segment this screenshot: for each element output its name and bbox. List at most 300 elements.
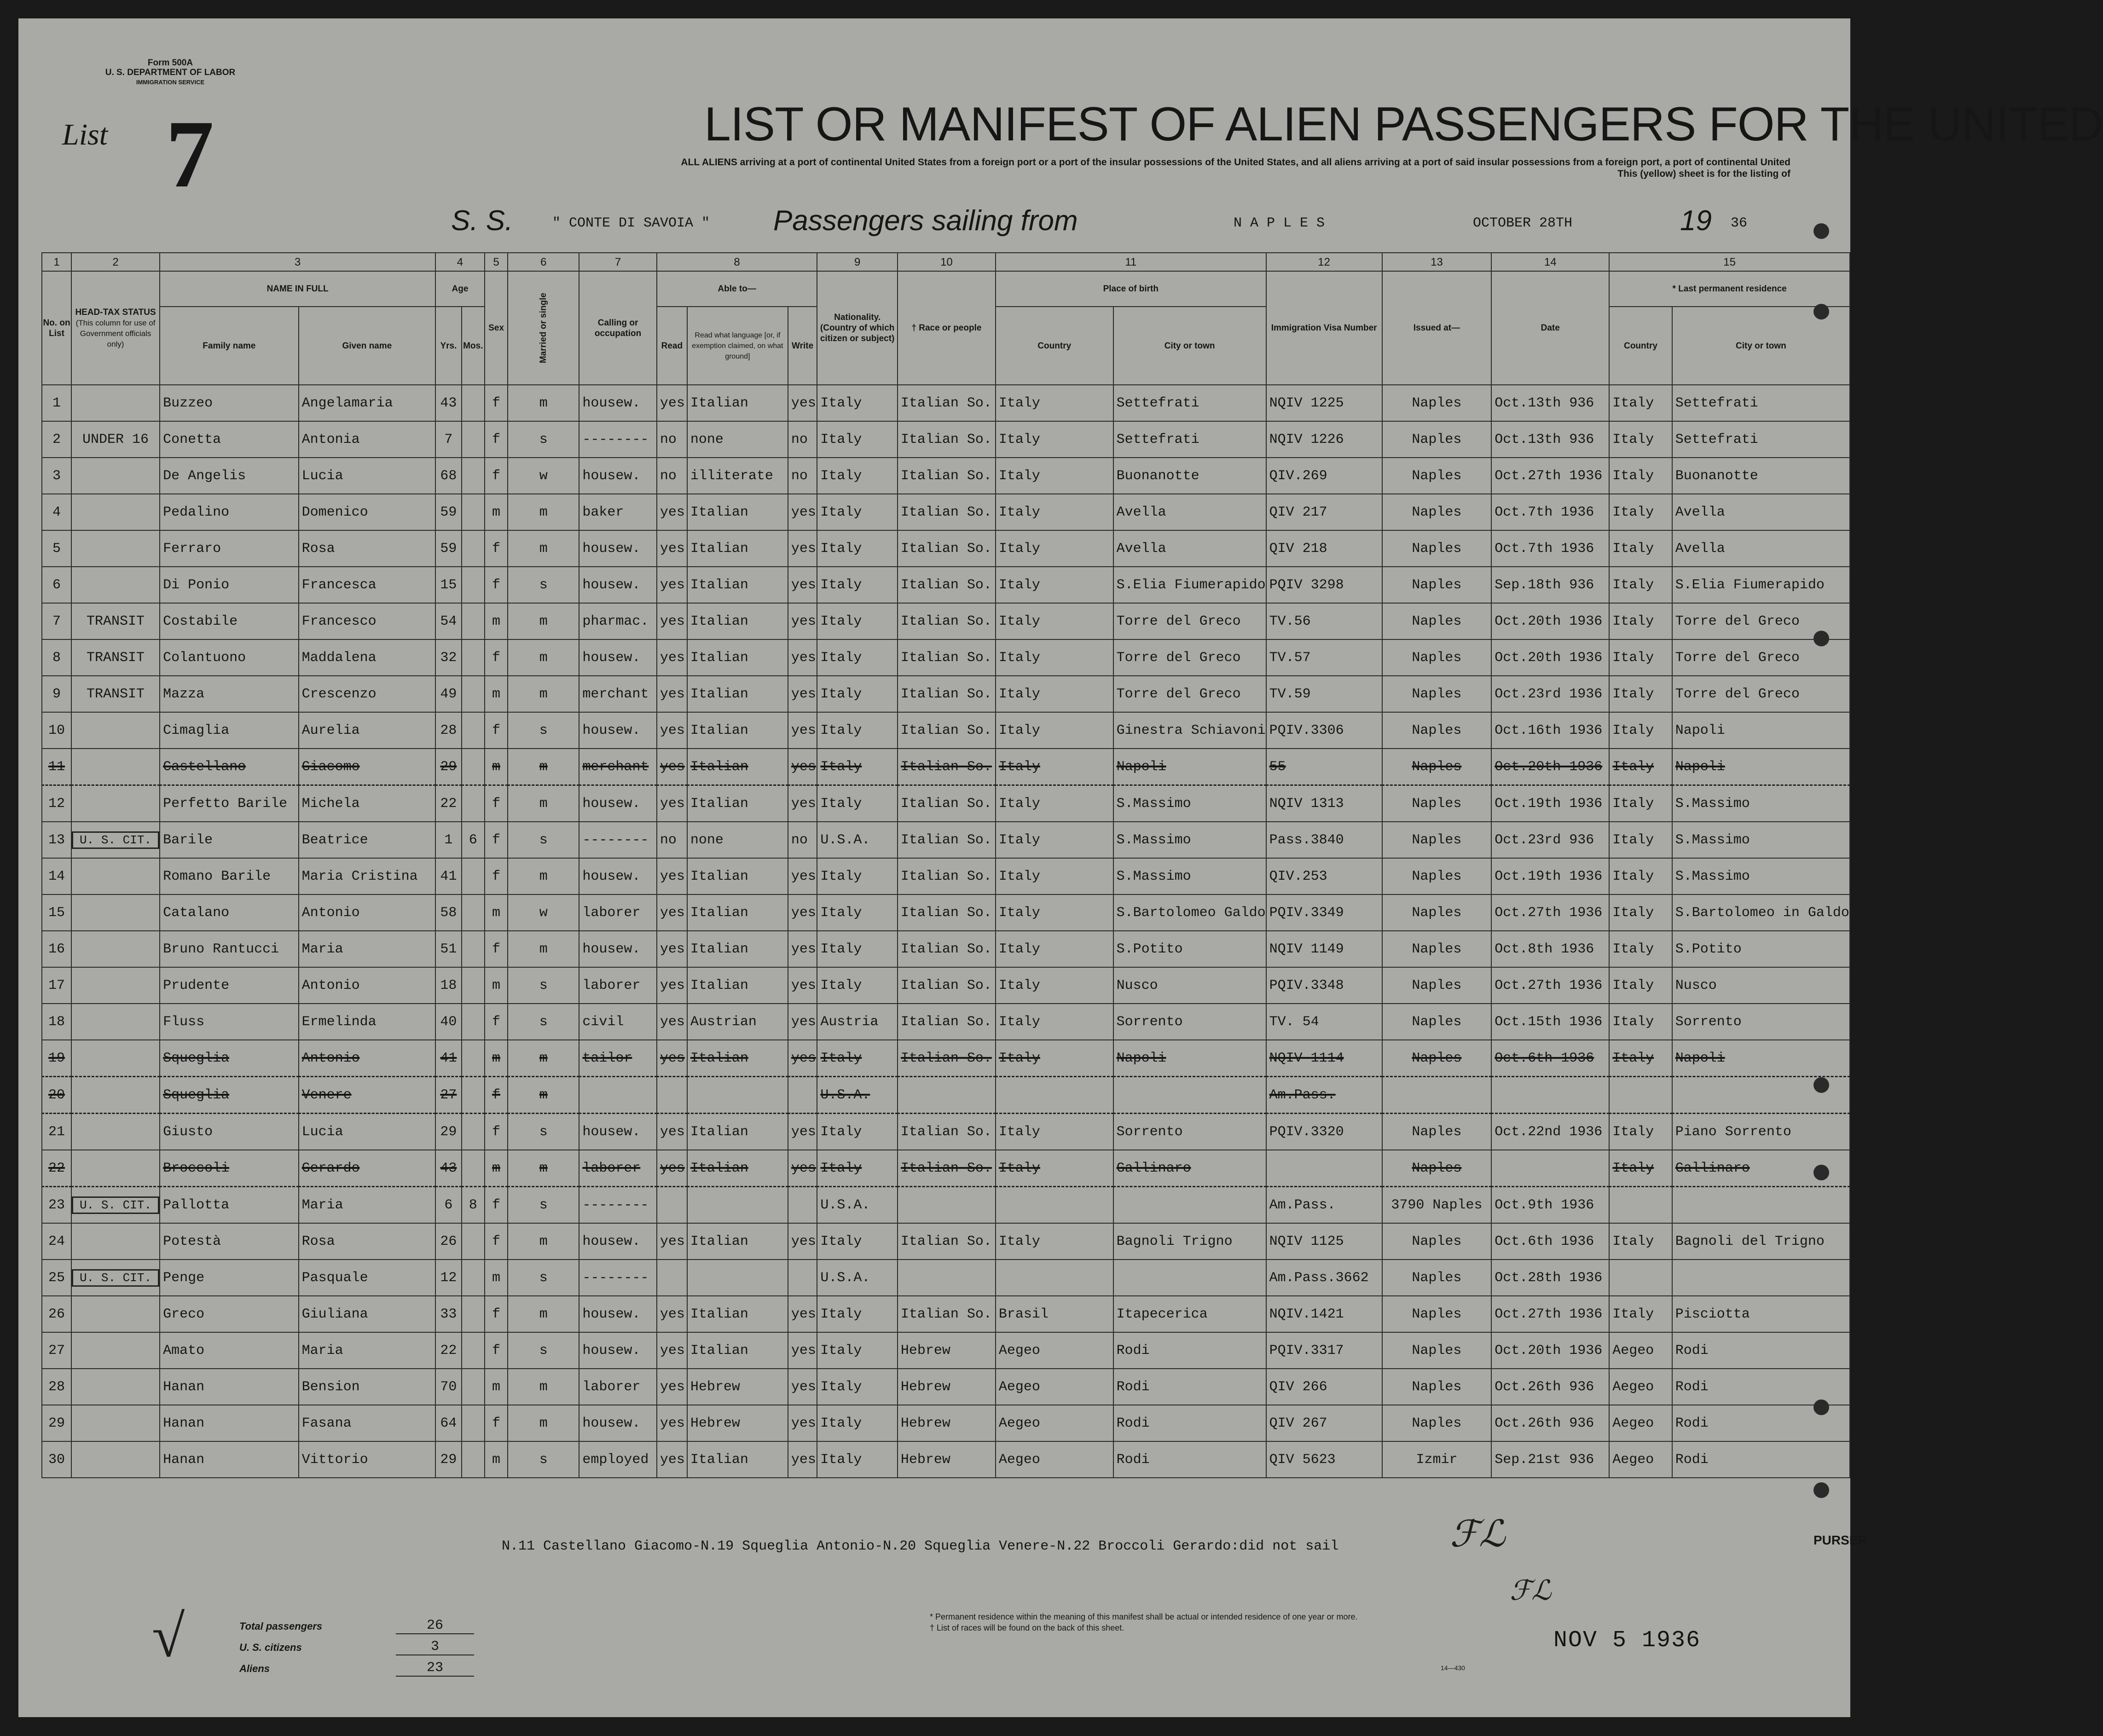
row-number: 14: [42, 858, 71, 894]
birth-country: Aegeo: [996, 1332, 1113, 1369]
nationality: Italy: [817, 785, 898, 822]
visa-date: Oct.6th 1936: [1491, 1223, 1609, 1260]
given-name: Michela: [299, 785, 436, 822]
nationality: Italy: [817, 1040, 898, 1077]
residence-city: S.Massimo: [1672, 785, 1850, 822]
given-name: Maria: [299, 1187, 436, 1224]
birth-country: Italy: [996, 1004, 1113, 1040]
birth-city: Torre del Greco: [1113, 603, 1266, 639]
sex: m: [485, 749, 508, 785]
table-row: [42, 1296, 1850, 1332]
residence-city: Napoli: [1672, 749, 1850, 785]
given-name: Crescenzo: [299, 676, 436, 712]
visa-date: Oct.8th 1936: [1491, 931, 1609, 967]
header-date: Date: [1491, 271, 1609, 385]
age-months: [462, 1441, 485, 1478]
can-write: yes: [788, 858, 817, 894]
visa-date: Oct.28th 1936: [1491, 1260, 1609, 1296]
visa-number: TV.57: [1266, 639, 1382, 676]
age-months: [462, 858, 485, 894]
occupation: housew.: [579, 858, 657, 894]
nationality: Italy: [817, 1369, 898, 1405]
residence-city: Settefrati: [1672, 421, 1850, 458]
visa-number: 55: [1266, 749, 1382, 785]
age-years: 26: [435, 1223, 462, 1260]
row-number: 11: [42, 749, 71, 785]
can-read: [657, 1187, 687, 1224]
row-number: 30: [42, 1441, 71, 1478]
header-name-in-full: NAME IN FULL: [160, 271, 435, 307]
residence-city: Napoli: [1672, 712, 1850, 749]
read-language: Italian: [687, 603, 788, 639]
manifest-sheet: [18, 18, 2103, 1717]
can-write: yes: [788, 931, 817, 967]
family-name: Pallotta: [160, 1187, 299, 1224]
table-row: [42, 1332, 1850, 1369]
header-yrs: Yrs.: [435, 307, 462, 385]
can-write: yes: [788, 1296, 817, 1332]
can-read: yes: [657, 1150, 687, 1187]
marital-status: s: [508, 712, 579, 749]
read-language: Italian: [687, 639, 788, 676]
birth-country: [996, 1187, 1113, 1224]
read-language: Italian: [687, 931, 788, 967]
birth-country: Italy: [996, 458, 1113, 494]
occupation: housew.: [579, 385, 657, 421]
nationality: Italy: [817, 1114, 898, 1150]
occupation: housew.: [579, 1332, 657, 1369]
footnote-races: † List of races will be found on the back of this sheet.: [930, 1623, 1124, 1632]
passenger-rows: [42, 385, 1850, 1478]
visa-number: NQIV 1226: [1266, 421, 1382, 458]
visa-date: Oct.23rd 936: [1491, 822, 1609, 858]
age-months: [462, 1150, 485, 1187]
visa-date: Oct.13th 936: [1491, 385, 1609, 421]
read-language: Italian: [687, 676, 788, 712]
birth-country: Italy: [996, 785, 1113, 822]
row-number: 9: [42, 676, 71, 712]
given-name: Fasana: [299, 1405, 436, 1441]
sex: m: [485, 1369, 508, 1405]
header-age: Age: [435, 271, 485, 307]
birth-country: Italy: [996, 494, 1113, 530]
marital-status: s: [508, 967, 579, 1004]
passengers-label: Passengers sailing from: [773, 205, 1078, 237]
row-number: 10: [42, 712, 71, 749]
header-visa: Immigration Visa Number: [1266, 271, 1382, 385]
nationality: Italy: [817, 530, 898, 567]
us-citizens-label: U. S. citizens: [239, 1642, 302, 1653]
residence-city: S.Massimo: [1672, 858, 1850, 894]
table-row: [42, 967, 1850, 1004]
residence-city: Torre del Greco: [1672, 603, 1850, 639]
issued-at: Naples: [1382, 894, 1492, 931]
birth-city: [1113, 1077, 1266, 1114]
given-name: Gerardo: [299, 1150, 436, 1187]
residence-city: Avella: [1672, 530, 1850, 567]
marital-status: m: [508, 785, 579, 822]
birth-city: Buonanotte: [1113, 458, 1266, 494]
us-citizen-badge: U. S. CIT.: [72, 831, 159, 849]
port-of-departure: N A P L E S: [1234, 215, 1325, 231]
can-write: yes: [788, 385, 817, 421]
column-number: 13: [1382, 253, 1492, 271]
can-write: yes: [788, 639, 817, 676]
can-write: [788, 1077, 817, 1114]
race: Italian So.: [898, 1296, 996, 1332]
occupation: laborer: [579, 1369, 657, 1405]
age-years: 29: [435, 749, 462, 785]
header-calling: Calling or occupation: [579, 271, 657, 385]
visa-number: QIV 266: [1266, 1369, 1382, 1405]
family-name: Hanan: [160, 1369, 299, 1405]
given-name: Antonia: [299, 421, 436, 458]
nationality: Italy: [817, 385, 898, 421]
visa-number: Am.Pass.3662: [1266, 1260, 1382, 1296]
residence-city: S.Potito: [1672, 931, 1850, 967]
birth-country: [996, 1260, 1113, 1296]
age-years: 43: [435, 385, 462, 421]
head-tax-status: [71, 1150, 160, 1187]
read-language: Hebrew: [687, 1405, 788, 1441]
inspector-signature: ℱℒ: [1510, 1575, 1552, 1606]
can-write: yes: [788, 967, 817, 1004]
can-write: yes: [788, 749, 817, 785]
row-number: 6: [42, 567, 71, 603]
race: Italian So.: [898, 421, 996, 458]
visa-number: Am.Pass.: [1266, 1077, 1382, 1114]
birth-country: Italy: [996, 749, 1113, 785]
occupation: housew.: [579, 785, 657, 822]
sex: f: [485, 458, 508, 494]
nationality: U.S.A.: [817, 1187, 898, 1224]
given-name: Venere: [299, 1077, 436, 1114]
residence-city: Sorrento: [1672, 1004, 1850, 1040]
visa-number: QIV 5623: [1266, 1441, 1382, 1478]
marital-status: w: [508, 458, 579, 494]
age-months: [462, 894, 485, 931]
issued-at: Naples: [1382, 1004, 1492, 1040]
age-months: [462, 1296, 485, 1332]
issued-at: Naples: [1382, 494, 1492, 530]
can-read: yes: [657, 385, 687, 421]
can-read: yes: [657, 858, 687, 894]
birth-city: S.Massimo: [1113, 822, 1266, 858]
subtitle: [322, 157, 1790, 180]
read-language: Italian: [687, 749, 788, 785]
purser-signature: ℱℒ: [1450, 1514, 1506, 1555]
service: IMMIGRATION SERVICE: [136, 79, 205, 86]
can-write: no: [788, 822, 817, 858]
residence-city: S.Bartolomeo in Galdo: [1672, 894, 1850, 931]
head-tax-status: [71, 567, 160, 603]
age-years: 1: [435, 822, 462, 858]
head-tax-status: TRANSIT: [71, 676, 160, 712]
race: Italian So.: [898, 822, 996, 858]
birth-city: Avella: [1113, 494, 1266, 530]
nationality: Italy: [817, 1405, 898, 1441]
age-years: 6: [435, 1187, 462, 1224]
row-number: 29: [42, 1405, 71, 1441]
age-years: 29: [435, 1441, 462, 1478]
column-number: 15: [1609, 253, 1850, 271]
visa-date: Oct.7th 1936: [1491, 494, 1609, 530]
head-tax-status: [71, 858, 160, 894]
given-name: Maria: [299, 1332, 436, 1369]
given-name: Giacomo: [299, 749, 436, 785]
column-number: 7: [579, 253, 657, 271]
age-months: [462, 1004, 485, 1040]
birth-city: Gallinaro: [1113, 1150, 1266, 1187]
birth-city: Nusco: [1113, 967, 1266, 1004]
head-tax-status: [71, 458, 160, 494]
birth-country: Aegeo: [996, 1369, 1113, 1405]
age-months: [462, 967, 485, 1004]
family-name: Cimaglia: [160, 712, 299, 749]
read-language: Italian: [687, 1040, 788, 1077]
row-number: 18: [42, 1004, 71, 1040]
issued-at: Naples: [1382, 639, 1492, 676]
birth-city: Rodi: [1113, 1405, 1266, 1441]
header-family-name: Family name: [160, 307, 299, 385]
age-years: 54: [435, 603, 462, 639]
column-number: 6: [508, 253, 579, 271]
sailing-date: OCTOBER 28TH: [1473, 215, 1573, 231]
nationality: U.S.A.: [817, 822, 898, 858]
table-row: [42, 749, 1850, 785]
row-number: 2: [42, 421, 71, 458]
marital-status: m: [508, 676, 579, 712]
occupation: housew.: [579, 712, 657, 749]
header-birth-country: Country: [996, 307, 1113, 385]
given-name: Antonio: [299, 1040, 436, 1077]
occupation: employed: [579, 1441, 657, 1478]
table-row: [42, 603, 1850, 639]
read-language: Italian: [687, 1114, 788, 1150]
nationality: Italy: [817, 931, 898, 967]
occupation: laborer: [579, 967, 657, 1004]
sex: f: [485, 785, 508, 822]
table-row: [42, 494, 1850, 530]
header-res-city: City or town: [1672, 307, 1850, 385]
family-name: Catalano: [160, 894, 299, 931]
table-row: [42, 1040, 1850, 1077]
visa-date: [1491, 1150, 1609, 1187]
residence-country: Italy: [1609, 785, 1672, 822]
race: [898, 1187, 996, 1224]
visa-date: Oct.27th 1936: [1491, 894, 1609, 931]
can-write: yes: [788, 494, 817, 530]
occupation: merchant: [579, 749, 657, 785]
age-months: [462, 458, 485, 494]
visa-date: Oct.15th 1936: [1491, 1004, 1609, 1040]
year-suffix: 36: [1731, 215, 1748, 231]
birth-city: Itapecerica: [1113, 1296, 1266, 1332]
can-write: [788, 1260, 817, 1296]
head-tax-status: [71, 530, 160, 567]
residence-country: Italy: [1609, 458, 1672, 494]
table-row: [42, 894, 1850, 931]
birth-country: Italy: [996, 603, 1113, 639]
family-name: Squeglia: [160, 1077, 299, 1114]
head-tax-status: [71, 1040, 160, 1077]
can-read: yes: [657, 1040, 687, 1077]
birth-country: Italy: [996, 421, 1113, 458]
age-months: [462, 785, 485, 822]
header-no-on-list: No. on List: [42, 271, 71, 385]
header-given-name: Given name: [299, 307, 436, 385]
age-months: [462, 1223, 485, 1260]
occupation: civil: [579, 1004, 657, 1040]
can-write: yes: [788, 676, 817, 712]
can-read: yes: [657, 1405, 687, 1441]
given-name: Maddalena: [299, 639, 436, 676]
head-tax-status: [71, 931, 160, 967]
residence-country: [1609, 1260, 1672, 1296]
nationality: U.S.A.: [817, 1077, 898, 1114]
header-sex: Sex: [485, 271, 508, 385]
visa-date: Oct.13th 936: [1491, 421, 1609, 458]
visa-date: Oct.7th 1936: [1491, 530, 1609, 567]
visa-number: [1266, 1150, 1382, 1187]
header-head-tax: HEAD-TAX STATUS (This column for use of Government officials only): [71, 271, 160, 385]
age-months: [462, 385, 485, 421]
birth-city: Torre del Greco: [1113, 676, 1266, 712]
given-name: Maria Cristina: [299, 858, 436, 894]
marital-status: m: [508, 1223, 579, 1260]
visa-date: Oct.27th 1936: [1491, 1296, 1609, 1332]
aliens-label: Aliens: [239, 1663, 270, 1674]
given-name: Antonio: [299, 894, 436, 931]
race: Italian So.: [898, 749, 996, 785]
given-name: Domenico: [299, 494, 436, 530]
issued-at: 3790 Naples: [1382, 1187, 1492, 1224]
occupation: housew.: [579, 567, 657, 603]
head-tax-status: [71, 385, 160, 421]
header-able-to: Able to—: [657, 271, 817, 307]
row-number: 17: [42, 967, 71, 1004]
visa-number: PQIV.3320: [1266, 1114, 1382, 1150]
age-years: 41: [435, 858, 462, 894]
sex: m: [485, 676, 508, 712]
read-language: Italian: [687, 494, 788, 530]
form-header: [69, 58, 272, 87]
sex: f: [485, 822, 508, 858]
nationality: Italy: [817, 1441, 898, 1478]
row-number: 5: [42, 530, 71, 567]
residence-country: Aegeo: [1609, 1369, 1672, 1405]
head-tax-status: TRANSIT: [71, 639, 160, 676]
visa-number: QIV.269: [1266, 458, 1382, 494]
age-months: [462, 931, 485, 967]
column-number: 12: [1266, 253, 1382, 271]
age-months: [462, 1260, 485, 1296]
occupation: housew.: [579, 1296, 657, 1332]
birth-country: Italy: [996, 1223, 1113, 1260]
age-months: [462, 421, 485, 458]
us-citizen-badge: U. S. CIT.: [72, 1269, 159, 1287]
date-stamp: NOV 5 1936: [1553, 1627, 1701, 1654]
marital-status: m: [508, 603, 579, 639]
us-citizen-badge: U. S. CIT.: [72, 1196, 159, 1214]
head-tax-status: [71, 967, 160, 1004]
issued-at: Naples: [1382, 1150, 1492, 1187]
visa-date: Oct.27th 1936: [1491, 458, 1609, 494]
age-years: 12: [435, 1260, 462, 1296]
residence-country: Italy: [1609, 567, 1672, 603]
table-row: [42, 1260, 1850, 1296]
visa-number: QIV 217: [1266, 494, 1382, 530]
head-tax-status: UNDER 16: [71, 421, 160, 458]
age-years: 33: [435, 1296, 462, 1332]
birth-country: Italy: [996, 931, 1113, 967]
read-language: Italian: [687, 858, 788, 894]
race: Italian So.: [898, 1223, 996, 1260]
visa-number: TV.59: [1266, 676, 1382, 712]
age-years: 22: [435, 1332, 462, 1369]
list-number: 7: [166, 101, 214, 208]
sex: f: [485, 1187, 508, 1224]
subtitle-line-1: ALL ALIENS arriving at a port of continental United States from a foreign port or a port of the insular possessions of the United States, and all aliens arriving at a port of said insular possessions from a foreign port, a port of continental United: [681, 157, 1790, 168]
visa-date: Oct.26th 936: [1491, 1369, 1609, 1405]
visa-number: NQIV.1421: [1266, 1296, 1382, 1332]
read-language: Italian: [687, 1296, 788, 1332]
given-name: Rosa: [299, 530, 436, 567]
can-read: yes: [657, 567, 687, 603]
birth-country: Italy: [996, 1040, 1113, 1077]
occupation: --------: [579, 822, 657, 858]
birth-city: Napoli: [1113, 749, 1266, 785]
header-write: Write: [788, 307, 817, 385]
can-read: yes: [657, 676, 687, 712]
marital-status: m: [508, 1150, 579, 1187]
sex: m: [485, 494, 508, 530]
occupation: --------: [579, 1187, 657, 1224]
race: Italian So.: [898, 385, 996, 421]
head-tax-status: [71, 1260, 160, 1296]
header-read-language: Read what language [or, if exemption claimed, on what ground]: [687, 307, 788, 385]
issued-at: Naples: [1382, 822, 1492, 858]
nationality: Austria: [817, 1004, 898, 1040]
given-name: Aurelia: [299, 712, 436, 749]
sex: m: [485, 967, 508, 1004]
total-passengers-label: Total passengers: [239, 1620, 323, 1632]
column-number: 8: [657, 253, 817, 271]
read-language: Italian: [687, 894, 788, 931]
head-tax-status: [71, 1405, 160, 1441]
marital-status: m: [508, 749, 579, 785]
family-name: Bruno Rantucci: [160, 931, 299, 967]
can-read: no: [657, 458, 687, 494]
visa-number: Pass.3840: [1266, 822, 1382, 858]
read-language: [687, 1260, 788, 1296]
family-name: Costabile: [160, 603, 299, 639]
issued-at: [1382, 1077, 1492, 1114]
head-tax-status: [71, 785, 160, 822]
read-language: Italian: [687, 967, 788, 1004]
issued-at: Naples: [1382, 530, 1492, 567]
residence-country: Italy: [1609, 1004, 1672, 1040]
can-read: yes: [657, 1369, 687, 1405]
age-months: [462, 639, 485, 676]
residence-country: Italy: [1609, 494, 1672, 530]
sex: f: [485, 712, 508, 749]
race: Italian So.: [898, 858, 996, 894]
given-name: Lucia: [299, 458, 436, 494]
family-name: Mazza: [160, 676, 299, 712]
read-language: Italian: [687, 1332, 788, 1369]
nationality: Italy: [817, 676, 898, 712]
